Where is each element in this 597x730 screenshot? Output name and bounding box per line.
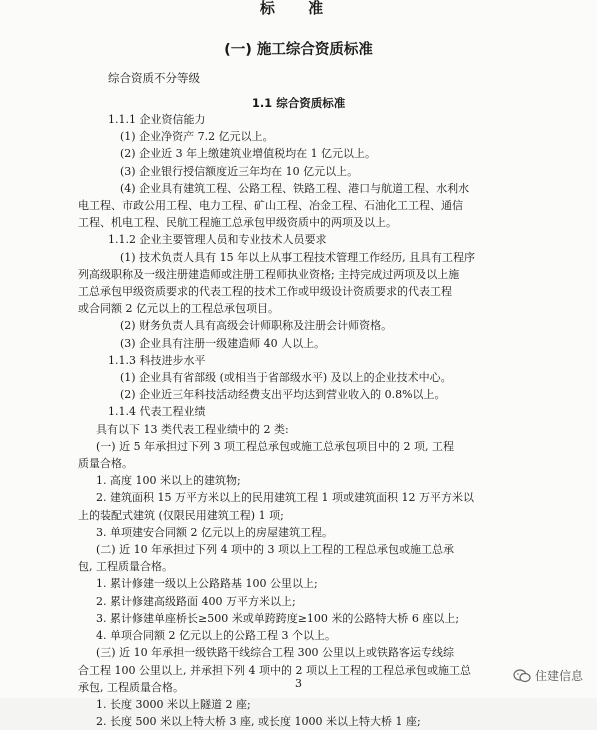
text-line: (一) 近 5 年承担过下列 3 项工程总承包或施工总承包项目中的 2 项, 工程	[96, 439, 455, 453]
text-line: (2) 企业近 3 年上缴建筑业增值税均在 1 亿元以上。	[120, 147, 377, 161]
text-line: (2) 财务负责人具有高级会计师职称及注册会计师资格。	[120, 319, 393, 333]
text-line: 上的装配式建筑 (仅限民用建筑工程) 1 项;	[78, 508, 284, 522]
section-title: (一) 施工综合资质标准	[224, 42, 373, 58]
grade-note: 综合资质不分等级	[108, 71, 200, 85]
text-line: 1. 长度 3000 米以上隧道 2 座;	[96, 697, 251, 711]
text-line: (3) 企业银行授信额度近三年均在 10 亿元以上。	[120, 164, 359, 178]
text-line: (三) 近 10 年承担一级铁路干线综合工程 300 公里以上或铁路客运专线综	[96, 646, 455, 660]
text-line: 2. 长度 500 米以上特大桥 3 座, 或长度 1000 米以上特大桥 1 座;	[96, 715, 421, 729]
text-line: 工总承包甲级资质要求的代表工程的技术工作或甲级设计资质要求的代表工程	[78, 285, 452, 299]
text-line: 2. 建筑面积 15 万平方米以上的民用建筑工程 1 项或建筑面积 12 万平方米以	[96, 491, 474, 505]
text-line: 1.1.2 企业主要管理人员和专业技术人员要求	[108, 233, 327, 247]
text-line: (二) 近 10 年承担过下列 4 项中的 3 项以上工程的工程总承包或施工总承	[96, 543, 455, 557]
text-line: 2. 累计修建高级路面 400 万平方米以上;	[96, 594, 296, 608]
text-line: 具有以下 13 类代表工程业绩中的 2 类:	[96, 422, 289, 436]
wechat-icon	[513, 669, 531, 683]
text-line: 1.1.4 代表工程业绩	[108, 405, 206, 419]
watermark-text: 住建信息	[534, 669, 583, 683]
text-line: 包, 工程质量合格。	[78, 560, 173, 574]
text-line: 合工程 100 公里以上, 并承担下列 4 项中的 2 项以上工程的工程总承包或施工总	[78, 663, 471, 677]
text-line: (1) 企业具有省部级 (或相当于省部级水平) 及以上的企业技术中心。	[120, 371, 452, 385]
text-line: 1.1.1 企业资信能力	[108, 113, 206, 126]
page-title: 标 准	[259, 0, 338, 17]
text-line: 或合同额 2 亿元以上的工程总承包项目。	[78, 302, 279, 316]
page-number: 3	[295, 677, 302, 690]
text-line: (1) 技术负责人具有 15 年以上从事工程技术管理工作经历, 且具有工程序	[120, 250, 476, 264]
text-line: (4) 企业具有建筑工程、公路工程、铁路工程、港口与航道工程、水利水	[120, 181, 470, 195]
text-line: 3. 单项建安合同额 2 亿元以上的房屋建筑工程。	[96, 525, 333, 539]
text-line: 工程、机电工程、民航工程施工总承包甲级资质中的两项及以上。	[78, 216, 397, 230]
text-line: (2) 企业近三年科技活动经费支出平均达到营业收入的 0.8%以上。	[120, 388, 446, 402]
text-line: 1. 高度 100 米以上的建筑物;	[96, 474, 241, 488]
text-line: 电工程、市政公用工程、电力工程、矿山工程、冶金工程、石油化工工程、通信	[78, 199, 463, 213]
text-line: 3. 累计修建单座桥长≥500 米或单跨跨度≥100 米的公路特大桥 6 座以上;	[96, 611, 460, 625]
text-line: 承包, 工程质量合格。	[78, 680, 184, 694]
text-line: (1) 企业净资产 7.2 亿元以上。	[120, 130, 274, 144]
text-line: 质量合格。	[78, 457, 133, 471]
subsection-title: 1.1 综合资质标准	[251, 96, 346, 110]
text-line: 4. 单项合同额 2 亿元以上的公路工程 3 个以上。	[96, 629, 336, 643]
body-text	[78, 111, 508, 730]
watermark	[513, 667, 583, 684]
text-line: 1. 累计修建一级以上公路路基 100 公里以上;	[96, 577, 318, 591]
text-line: 列高级职称及一级注册建造师或注册工程师执业资格; 主持完成过两项及以上施	[78, 267, 460, 281]
text-line: (3) 企业具有注册一级建造师 40 人以上。	[120, 336, 326, 350]
text-line: 1.1.3 科技进步水平	[108, 353, 206, 367]
